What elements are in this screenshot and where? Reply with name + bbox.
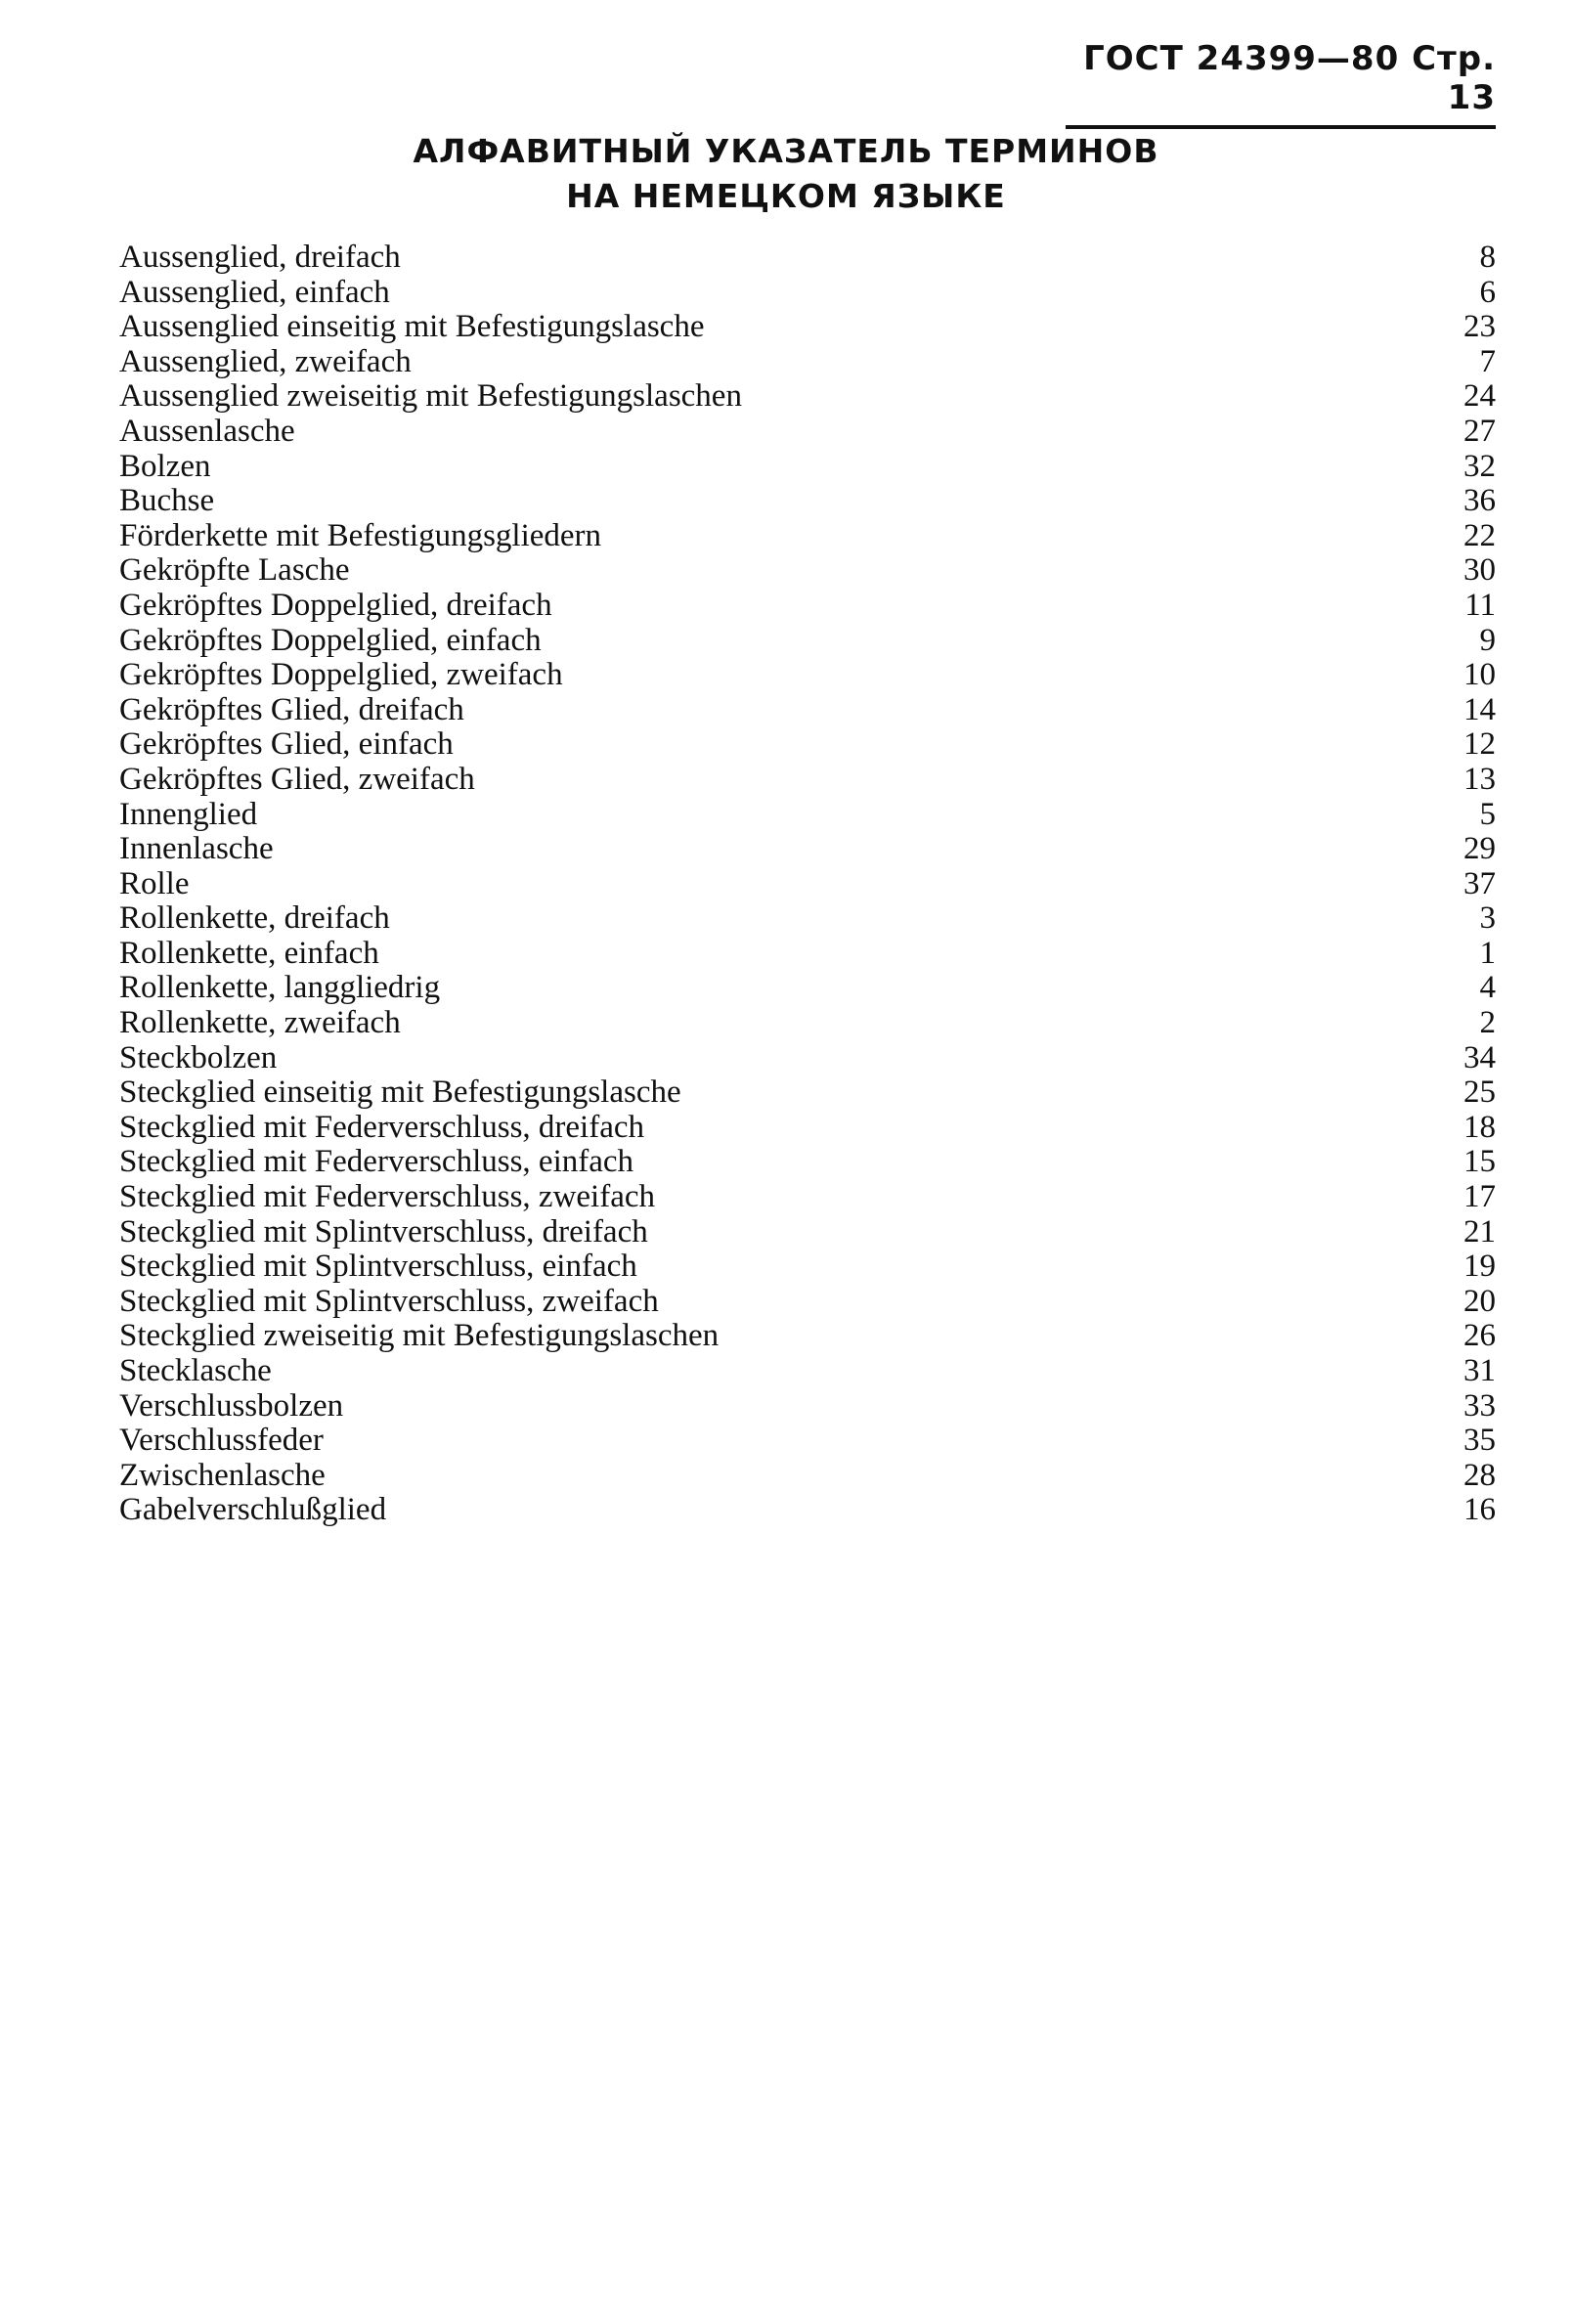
page-header: ГОСТ 24399—80 Стр. 13 <box>1066 39 1496 129</box>
entry-number: 33 <box>1463 1387 1496 1424</box>
index-entry <box>119 589 1496 624</box>
entry-number: 5 <box>1479 796 1496 832</box>
entry-term: Gekröpftes Glied, zweifach <box>119 761 475 797</box>
entry-term: Stecklasche <box>119 1353 272 1388</box>
entry-number: 13 <box>1463 761 1496 797</box>
index-entry <box>119 937 1496 972</box>
entry-number: 36 <box>1463 483 1496 519</box>
entry-number: 29 <box>1463 831 1496 867</box>
index-entry <box>119 345 1496 380</box>
index-entry <box>119 658 1496 693</box>
entry-term: Steckglied mit Federverschluss, zweifach <box>119 1179 655 1215</box>
entry-term: Aussenglied, einfach <box>119 274 390 310</box>
entry-term: Bolzen <box>119 448 211 484</box>
entry-number: 4 <box>1479 970 1496 1006</box>
entry-term: Rollenkette, langgliedrig <box>119 970 441 1006</box>
entry-number: 31 <box>1463 1353 1496 1388</box>
index-entry <box>119 832 1496 867</box>
index-entry <box>119 1111 1496 1146</box>
index-entry <box>119 1389 1496 1425</box>
term-index-list <box>119 241 1496 1528</box>
entry-term: Steckglied mit Federverschluss, dreifach <box>119 1109 645 1145</box>
entry-number: 22 <box>1463 517 1496 553</box>
index-entry <box>119 867 1496 902</box>
entry-term: Förderkette mit Befestigungsgliedern <box>119 517 602 553</box>
entry-term: Aussenglied einseitig mit Befestigungslasche <box>119 309 705 345</box>
index-entry <box>119 1006 1496 1041</box>
index-entry <box>119 379 1496 415</box>
entry-term: Innenlasche <box>119 831 274 867</box>
entry-term: Gekröpftes Glied, dreifach <box>119 691 464 727</box>
index-entry <box>119 901 1496 937</box>
entry-term: Aussenglied, dreifach <box>119 240 401 275</box>
entry-number: 28 <box>1463 1457 1496 1493</box>
entry-number: 10 <box>1463 657 1496 693</box>
index-entry <box>119 1424 1496 1459</box>
entry-number: 2 <box>1479 1005 1496 1041</box>
index-entry <box>119 1145 1496 1180</box>
entry-term: Rollenkette, einfach <box>119 935 379 971</box>
index-entry <box>119 553 1496 589</box>
entry-term: Steckglied mit Splintverschluss, dreifach <box>119 1213 648 1250</box>
entry-term: Gekröpfte Lasche <box>119 552 350 589</box>
index-entry <box>119 276 1496 311</box>
entry-term: Steckglied mit Federverschluss, einfach <box>119 1144 634 1180</box>
entry-number: 35 <box>1463 1423 1496 1459</box>
index-entry <box>119 1075 1496 1111</box>
entry-number: 7 <box>1479 343 1496 379</box>
entry-number: 9 <box>1479 622 1496 658</box>
entry-term: Gekröpftes Doppelglied, zweifach <box>119 657 563 693</box>
index-entry <box>119 798 1496 833</box>
entry-number: 30 <box>1463 552 1496 589</box>
index-entry <box>119 763 1496 798</box>
entry-term: Steckglied mit Splintverschluss, einfach <box>119 1249 637 1285</box>
index-entry <box>119 1041 1496 1076</box>
index-entry <box>119 519 1496 554</box>
entry-number: 26 <box>1463 1318 1496 1354</box>
entry-number: 25 <box>1463 1074 1496 1111</box>
entry-term: Rollenkette, zweifach <box>119 1005 401 1041</box>
index-entry <box>119 310 1496 345</box>
entry-number: 34 <box>1463 1039 1496 1075</box>
index-entry <box>119 1285 1496 1320</box>
entry-term: Verschlussbolzen <box>119 1387 344 1424</box>
entry-term: Steckglied zweiseitig mit Befestigungslaschen <box>119 1318 720 1354</box>
index-entry <box>119 624 1496 659</box>
title-line-2: НА НЕМЕЦКОМ ЯЗЫКЕ <box>566 177 1006 215</box>
index-entry <box>119 971 1496 1006</box>
page-title <box>0 129 1572 219</box>
entry-number: 20 <box>1463 1283 1496 1319</box>
title-line-1: АЛФАВИТНЫЙ УКАЗАТЕЛЬ ТЕРМИНОВ <box>413 132 1159 170</box>
entry-number: 23 <box>1463 309 1496 345</box>
entry-number: 11 <box>1464 587 1496 623</box>
index-entry <box>119 1354 1496 1389</box>
entry-term: Buchse <box>119 483 215 519</box>
entry-number: 24 <box>1463 378 1496 415</box>
entry-number: 14 <box>1463 691 1496 727</box>
entry-term: Steckglied mit Splintverschluss, zweifach <box>119 1283 659 1319</box>
index-entry <box>119 484 1496 519</box>
index-entry <box>119 1493 1496 1528</box>
entry-term: Steckglied einseitig mit Befestigungslasche <box>119 1074 681 1111</box>
entry-term: Innenglied <box>119 796 258 832</box>
entry-term: Gekröpftes Doppelglied, dreifach <box>119 587 552 623</box>
index-entry <box>119 1180 1496 1215</box>
index-entry <box>119 1215 1496 1250</box>
entry-number: 27 <box>1463 413 1496 449</box>
index-entry <box>119 1319 1496 1354</box>
index-entry <box>119 727 1496 763</box>
index-entry <box>119 450 1496 485</box>
entry-number: 18 <box>1463 1109 1496 1145</box>
index-entry <box>119 1250 1496 1285</box>
entry-number: 8 <box>1479 240 1496 275</box>
entry-number: 21 <box>1463 1213 1496 1250</box>
entry-number: 19 <box>1463 1249 1496 1285</box>
entry-number: 12 <box>1463 726 1496 763</box>
entry-term: Rolle <box>119 865 190 901</box>
entry-number: 15 <box>1463 1144 1496 1180</box>
entry-number: 1 <box>1479 935 1496 971</box>
entry-term: Gekröpftes Glied, einfach <box>119 726 454 763</box>
entry-term: Gekröpftes Doppelglied, einfach <box>119 622 542 658</box>
entry-term: Aussenglied, zweifach <box>119 343 412 379</box>
index-entry <box>119 693 1496 728</box>
entry-number: 3 <box>1479 900 1496 937</box>
entry-number: 37 <box>1463 865 1496 901</box>
entry-number: 32 <box>1463 448 1496 484</box>
entry-number: 17 <box>1463 1179 1496 1215</box>
entry-term: Aussenglied zweiseitig mit Befestigungslaschen <box>119 378 742 415</box>
entry-term: Verschlussfeder <box>119 1423 324 1459</box>
entry-number: 6 <box>1479 274 1496 310</box>
index-entry <box>119 241 1496 276</box>
entry-term: Rollenkette, dreifach <box>119 900 390 937</box>
entry-term: Zwischenlasche <box>119 1457 326 1493</box>
entry-term: Gabelverschlußglied <box>119 1492 387 1528</box>
index-entry <box>119 415 1496 450</box>
entry-term: Aussenlasche <box>119 413 295 449</box>
entry-term: Steckbolzen <box>119 1039 278 1075</box>
entry-number: 16 <box>1463 1492 1496 1528</box>
index-entry <box>119 1459 1496 1494</box>
